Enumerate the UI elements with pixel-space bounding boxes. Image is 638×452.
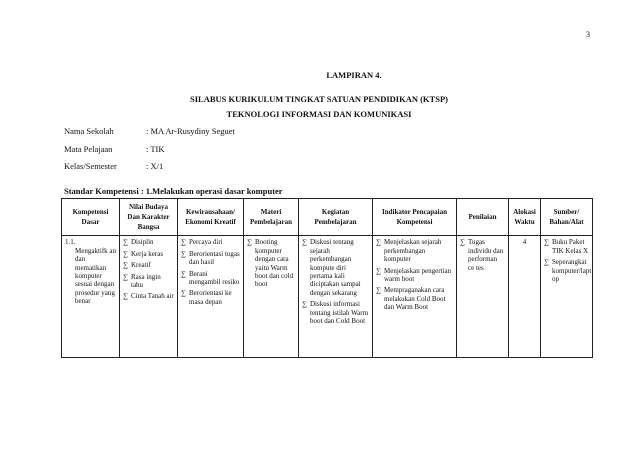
info-row-class	[64, 161, 235, 179]
bullet-symbol: ∑	[376, 286, 381, 295]
bullet-symbol: ∑	[181, 249, 186, 258]
bullet-symbol: ∑	[302, 300, 307, 309]
cell-kegiatan	[299, 236, 373, 358]
bullet-symbol: ∑	[544, 258, 549, 267]
bullet-symbol: ∑	[123, 249, 128, 258]
bullet-symbol: ∑	[302, 238, 307, 247]
header-alokasi: Alokasi Waktu	[509, 199, 541, 236]
bullet-item	[123, 292, 174, 300]
bullet-text: Berani mengambil resiko	[189, 269, 240, 286]
bullet-symbol: ∑	[181, 238, 186, 247]
bullet-item	[376, 238, 453, 263]
bullet-text: Kerja keras	[131, 249, 164, 258]
header-penilaian: Penilaian	[457, 199, 509, 236]
bullet-item	[181, 250, 240, 267]
bullet-item	[247, 238, 295, 288]
bullet-text: Disiplin	[131, 238, 154, 247]
cell-nilai-budaya	[120, 236, 178, 358]
info-label: Nama Sekolah	[64, 126, 114, 136]
bullet-symbol: ∑	[460, 238, 465, 247]
bullet-symbol: ∑	[376, 266, 381, 275]
lampiran-label: LAMPIRAN 4.	[326, 70, 382, 80]
bullet-item	[544, 238, 589, 255]
bullet-text: Percaya diri	[189, 238, 223, 247]
cell-indikator	[373, 236, 457, 358]
bullet-symbol: ∑	[181, 269, 186, 278]
bullet-item	[181, 270, 240, 287]
cell-sumber	[541, 236, 593, 358]
info-label: Mata Pelajaan	[64, 143, 113, 154]
cell-materi	[244, 236, 299, 358]
header-sumber: Sumber/ Bahan/Alat	[541, 199, 593, 236]
document-header	[0, 70, 638, 119]
bullet-symbol: ∑	[376, 238, 381, 247]
bullet-text: Buku Paket TIK Kelas X	[552, 238, 589, 255]
header-kewirausahaan: Kewirausahaan/ Ekonomi Kreatif	[178, 199, 244, 236]
bullet-item	[302, 300, 369, 325]
header-kegiatan: Kegiatan Pembelajaran	[299, 199, 373, 236]
bullet-item	[181, 238, 240, 246]
kompetensi-text: Mengaktifk an dan mematikan komputer sesuai dengan prosedur yang benar	[75, 246, 117, 306]
page-number: 3	[586, 30, 590, 39]
header-materi: Materi Pembelajaran	[244, 199, 299, 236]
cell-penilaian	[457, 236, 509, 358]
bullet-text: Diskusi informasi tentang istilah Warm boot dan Cold Boot	[310, 300, 369, 325]
info-label: Kelas/Semester	[64, 161, 117, 171]
bullet-item	[544, 258, 592, 283]
kompetensi-number: 1.1.	[65, 238, 76, 247]
bullet-text: Berorientasi ke masa depan	[189, 289, 232, 306]
bullet-symbol: ∑	[544, 238, 549, 247]
bullet-symbol: ∑	[247, 238, 252, 247]
bullet-symbol: ∑	[123, 261, 128, 270]
header-kompetensi: Kompetensi Dasar	[62, 199, 120, 236]
info-value: : X/1	[146, 161, 164, 171]
bullet-text: Rasa ingin tahu	[131, 272, 161, 289]
cell-kewirausahaan	[178, 236, 244, 358]
bullet-symbol: ∑	[123, 238, 128, 247]
bullet-text: Seperangkat komputer/lapt op	[552, 258, 592, 283]
bullet-text: Diskusi tentang sejarah perkembangan kompute diri pertama kali diciptakan sampai dengan sekarang	[310, 238, 361, 297]
syllabus-table	[61, 198, 593, 358]
bullet-text: Berorientasi tugas dan hasil	[189, 249, 240, 267]
document-subtitle: TEKNOLOGI INFORMASI DAN KOMUNIKASI	[226, 109, 412, 119]
table-row	[62, 236, 593, 358]
bullet-item	[123, 261, 174, 269]
bullet-item	[302, 238, 369, 297]
cell-alokasi: 4	[509, 236, 541, 358]
bullet-item	[123, 238, 174, 246]
bullet-item	[181, 289, 240, 306]
bullet-symbol: ∑	[181, 289, 186, 298]
info-value: : MA Ar-Rusydiny Seguet	[146, 126, 235, 136]
cell-kompetensi	[62, 236, 120, 358]
school-info	[64, 126, 235, 179]
bullet-text: Mempraganakan cara melakukan Cold Boot dan Warm Boot	[384, 286, 446, 312]
bullet-symbol: ∑	[123, 272, 128, 281]
table-header-row	[62, 199, 593, 236]
bullet-text: Menjelaskan sejarah perkembangan komputer	[384, 238, 442, 264]
bullet-item	[460, 238, 505, 272]
bullet-text: Cinta Tanah air	[131, 292, 174, 301]
header-indikator: Indikator Pencapaian Kompetensi	[373, 199, 457, 236]
bullet-symbol: ∑	[123, 292, 128, 301]
bullet-text: Tugas individu dan performan ce tes	[468, 238, 504, 272]
bullet-text: Booting komputer dengan cara yaitu Warm boot dan cold boot	[255, 238, 294, 289]
bullet-item	[376, 286, 453, 311]
bullet-text: Menjelaskan pengertian warm boot	[384, 266, 452, 283]
bullet-item	[123, 273, 174, 290]
bullet-item	[123, 250, 174, 258]
info-value: : TIK	[146, 143, 165, 154]
header-nilai-budaya: Nilai Budaya Dan Karakter Bangsa	[120, 199, 178, 236]
standar-kompetensi: Standar Kompetensi : 1.Melakukan operasi dasar komputer	[64, 186, 283, 196]
info-row-school	[64, 126, 235, 144]
info-row-subject	[64, 144, 235, 162]
bullet-text: Kreatif	[131, 261, 151, 270]
document-title: SILABUS KURIKULUM TINGKAT SATUAN PENDIDIKAN (KTSP)	[190, 94, 448, 104]
bullet-item	[376, 267, 453, 284]
